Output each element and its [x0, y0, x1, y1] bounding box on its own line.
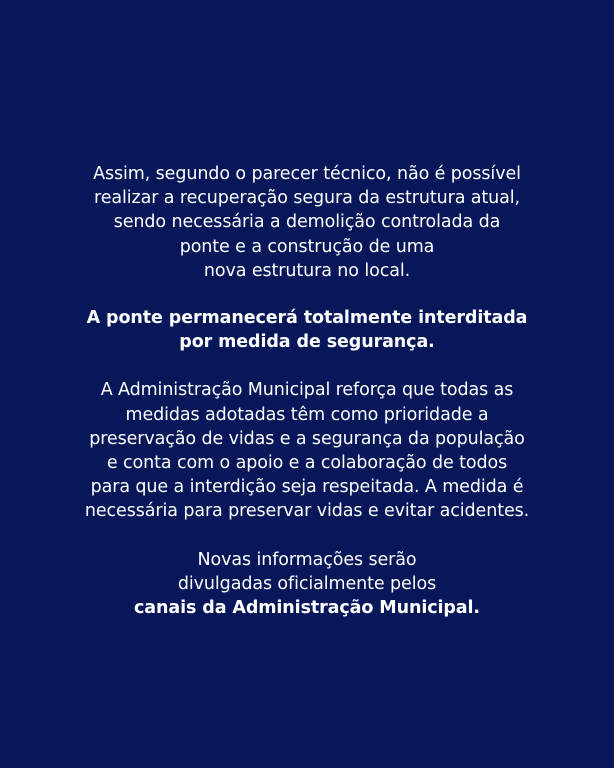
text-line: medidas adotadas têm como prioridade a: [125, 404, 489, 425]
text-line: necessária para preservar vidas e evitar acidentes.: [84, 501, 530, 522]
announcement-text-block: [0, 162, 614, 620]
text-line: Novas informações serão: [197, 549, 417, 570]
updates-info-paragraph: [0, 548, 614, 621]
official-channels-text: canais da Administração Municipal.: [134, 598, 480, 619]
text-line: realizar a recuperação segura da estrutura atual,: [93, 188, 521, 209]
text-line: nova estrutura no local.: [203, 260, 411, 281]
administration-statement-paragraph: [0, 378, 614, 523]
text-line: A ponte permanecerá totalmente interditada: [86, 308, 528, 329]
text-line: para que a interdição seja respeitada. A medida é: [90, 477, 524, 498]
text-line: por medida de segurança.: [179, 332, 435, 353]
technical-opinion-paragraph: [0, 162, 614, 283]
text-line: preservação de vidas e a segurança da população: [89, 428, 525, 449]
text-line: e conta com o apoio e a colaboração de todos: [106, 453, 508, 474]
text-line: sendo necessária a demolição controlada da: [113, 212, 501, 233]
closure-notice-paragraph: [0, 306, 614, 354]
text-line: ponte e a construção de uma: [179, 236, 435, 257]
text-line: A Administração Municipal reforça que todas as: [100, 380, 514, 401]
text-line: Assim, segundo o parecer técnico, não é possível: [93, 164, 521, 184]
text-line: divulgadas oficialmente pelos: [177, 573, 437, 594]
